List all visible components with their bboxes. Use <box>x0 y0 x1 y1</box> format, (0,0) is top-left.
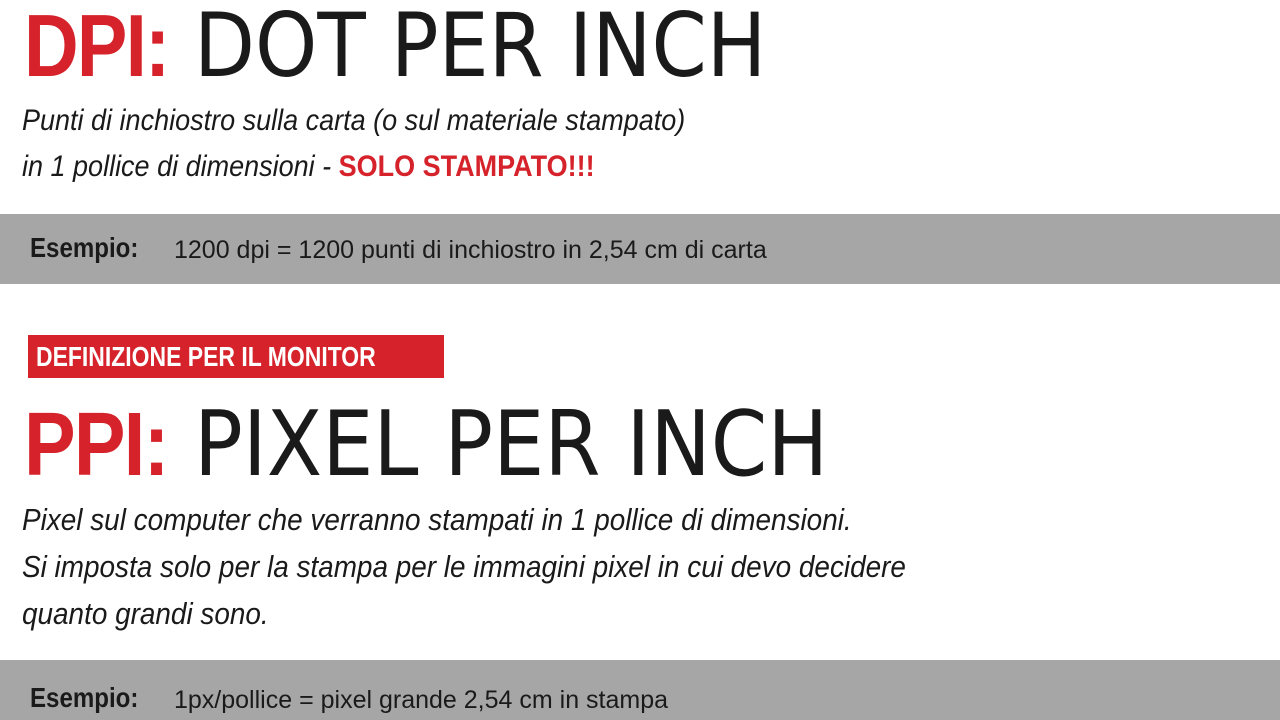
ppi-description-line-3: quanto grandi sono. <box>22 596 269 631</box>
dpi-description-line-2-text: in 1 pollice di dimensioni - <box>22 150 339 183</box>
dpi-description-line-1: Punti di inchiostro sulla carta (o sul materiale stampato) <box>22 104 686 137</box>
ppi-heading <box>24 392 899 497</box>
dpi-example-text: 1200 dpi = 1200 punti di inchiostro in 2,54 cm di carta <box>174 236 767 264</box>
dpi-example-label: Esempio: <box>30 232 139 263</box>
ppi-description <box>22 496 906 637</box>
ppi-example-band <box>0 660 1280 720</box>
monitor-definition-badge <box>28 335 444 378</box>
ppi-description-line-1: Pixel sul computer che verranno stampati in 1 pollice di dimensioni. <box>22 502 852 537</box>
ppi-full-name: PIXEL PER INCH <box>194 392 829 497</box>
ppi-abbreviation: PPI: <box>24 395 168 495</box>
ppi-example-label: Esempio: <box>30 682 139 713</box>
monitor-definition-label: DEFINIZIONE PER IL MONITOR <box>36 341 376 372</box>
print-only-emphasis: SOLO STAMPATO!!! <box>338 150 595 183</box>
ppi-example-text: 1px/pollice = pixel grande 2,54 cm in stampa <box>174 686 669 714</box>
dpi-full-name: DOT PER INCH <box>194 0 767 97</box>
dpi-heading <box>24 0 830 97</box>
dpi-abbreviation: DPI: <box>24 0 169 95</box>
dpi-example-band <box>0 214 1280 284</box>
dpi-description-line-2 <box>22 144 685 190</box>
ppi-description-line-2: Si imposta solo per la stampa per le immagini pixel in cui devo decidere <box>22 549 906 584</box>
dpi-description <box>22 98 685 190</box>
